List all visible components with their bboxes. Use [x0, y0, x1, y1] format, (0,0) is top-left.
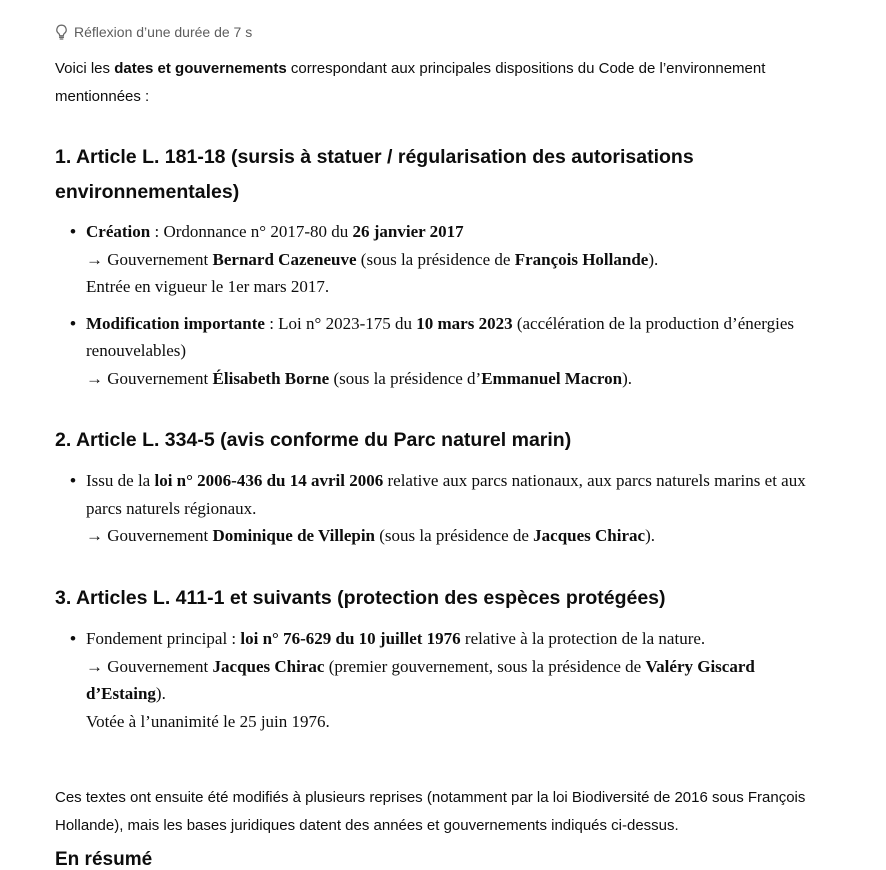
item-date: 26 janvier 2017	[352, 222, 464, 241]
item-government: Bernard Cazeneuve	[212, 249, 357, 269]
lightbulb-icon	[55, 24, 68, 40]
list-item	[55, 310, 815, 393]
thinking-duration-toggle[interactable]	[55, 24, 252, 40]
item-government: Dominique de Villepin	[212, 526, 376, 545]
section-heading-1: 1. Article L. 181-18 (sursis à statuer / régularisation des autorisations environnementales)	[55, 146, 694, 203]
item-president: François Hollande	[514, 249, 649, 269]
item-text: relative à la protection de la nature.	[460, 629, 706, 648]
cutoff-heading: En résumé	[55, 849, 153, 870]
list-item	[55, 218, 815, 301]
item-text: relative aux parcs nationaux, aux parcs naturels marins et aux parcs naturels régionaux.	[86, 471, 806, 518]
item-text: ).	[622, 368, 632, 388]
item-president: Valéry Giscard d’Estaing	[86, 656, 755, 703]
item-text: Fondement principal :	[86, 629, 241, 648]
intro-text: Voici les	[55, 60, 115, 77]
section-list-3	[55, 625, 815, 744]
thinking-label: Réflexion d’une durée de 7 s	[74, 24, 253, 40]
item-text: → Gouvernement	[86, 656, 213, 676]
list-item	[55, 467, 815, 550]
item-text: ).	[648, 249, 659, 269]
item-government: Élisabeth Borne	[212, 368, 330, 388]
intro-bold: dates et gouvernements	[114, 60, 287, 77]
item-text: (sous la présidence de	[375, 526, 534, 545]
item-law: loi n° 2006-436 du 14 avril 2006	[154, 471, 384, 490]
item-text: ).	[155, 684, 166, 703]
item-text: : Loi n° 2023-175 du	[264, 313, 417, 333]
section-list-2	[55, 467, 815, 559]
item-text: ).	[645, 526, 655, 545]
item-text: Issu de la	[86, 471, 155, 490]
section-list-1	[55, 218, 815, 401]
item-label: Création	[86, 222, 151, 241]
item-text: Entrée en vigueur le 1er mars 2017.	[86, 277, 330, 296]
list-item	[55, 625, 815, 735]
item-president: Jacques Chirac	[533, 526, 646, 545]
item-date: 10 mars 2023	[416, 313, 513, 333]
item-law: loi n° 76-629 du 10 juillet 1976	[240, 629, 461, 648]
intro-paragraph	[55, 55, 845, 111]
item-president: Emmanuel Macron	[481, 368, 623, 388]
item-label: Modification importante	[86, 313, 265, 333]
item-text: (sous la présidence d’	[329, 368, 482, 388]
item-text: (sous la présidence de	[356, 249, 515, 269]
item-text: → Gouvernement	[86, 526, 213, 545]
section-heading-3: 3. Articles L. 411-1 et suivants (protection des espèces protégées)	[55, 587, 666, 609]
item-text: → Gouvernement	[86, 368, 213, 388]
outro-paragraph: Ces textes ont ensuite été modifiés à plusieurs reprises (notamment par la loi Biodiversité de 2016 sous François Hollande), mais les bases juridiques datent des années et gouvernements indiqués ci-dessus.	[55, 789, 806, 834]
item-government: Jacques Chirac	[212, 656, 325, 676]
section-heading-2: 2. Article L. 334-5 (avis conforme du Parc naturel marin)	[55, 429, 572, 451]
item-text: Votée à l’unanimité le 25 juin 1976.	[86, 711, 330, 731]
item-text: (premier gouvernement, sous la présidence de	[324, 656, 646, 676]
item-text: → Gouvernement	[86, 249, 213, 269]
item-text: : Ordonnance n° 2017-80 du	[150, 222, 353, 241]
intro-text-end: correspondant aux principales dispositions du Code de l’environnement mentionnées :	[55, 60, 766, 105]
item-text: (accélération de la production d’énergies renouvelables)	[86, 313, 795, 360]
